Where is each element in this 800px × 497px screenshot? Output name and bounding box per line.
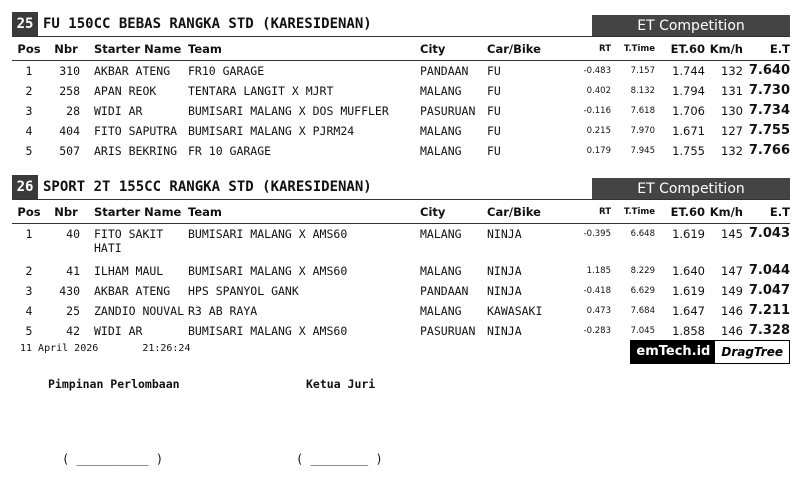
col-kmh: Km/h <box>705 201 743 224</box>
table-row: 4 25 ZANDIO NOUVAL R3 AB RAYA MALANG KAWASAKI 0.473 7.684 1.647 146 7.211 <box>25 303 790 318</box>
table-row: 2 258 APAN REOK TENTARA LANGIT X MJRT MALANG FU 0.402 8.132 1.794 131 7.730 <box>25 83 790 98</box>
results-section-25 <box>12 12 790 158</box>
results-table <box>12 201 790 341</box>
col-nbr: Nbr <box>46 38 86 61</box>
col-car-bike: Car/Bike <box>487 201 557 224</box>
table-row: 5 507 ARIS BEKRING FR 10 GARAGE MALANG FU 0.179 7.945 1.755 132 7.766 <box>25 143 790 158</box>
table-header <box>12 38 790 61</box>
col-starter-name: Starter Name <box>86 38 188 61</box>
col-kmh: Km/h <box>705 38 743 61</box>
brand-primary: emTech.id <box>631 341 715 363</box>
col-et: E.T <box>743 201 790 224</box>
col-city: City <box>420 38 487 61</box>
signature-line-right: ( ________ ) <box>296 452 383 466</box>
results-table <box>12 38 790 161</box>
col-ttime: T.Time <box>611 38 655 61</box>
col-team: Team <box>188 38 420 61</box>
col-et: E.T <box>743 38 790 61</box>
col-city: City <box>420 201 487 224</box>
col-rt: RT <box>557 38 611 61</box>
signature-label-left: Pimpinan Perlombaan <box>48 377 180 391</box>
et-competition-label: ET Competition <box>592 178 790 200</box>
table-row: 3 430 AKBAR ATENG HPS SPANYOL GANK PANDAAN NINJA -0.418 6.629 1.619 149 7.047 <box>25 283 790 298</box>
col-nbr: Nbr <box>46 201 86 224</box>
table-row: 4 404 FITO SAPUTRA BUMISARI MALANG X PJRM24 MALANG FU 0.215 7.970 1.671 127 7.755 <box>25 123 790 138</box>
col-pos: Pos <box>12 38 46 61</box>
signature-line-left: ( __________ ) <box>62 452 164 466</box>
table-row: 1 310 AKBAR ATENG FR10 GARAGE PANDAAN FU -0.483 7.157 1.744 132 7.640 <box>25 63 790 78</box>
section-number: 26 <box>12 175 38 199</box>
print-time: 21:26:24 <box>142 343 191 354</box>
col-car-bike: Car/Bike <box>487 38 557 61</box>
table-header <box>12 201 790 224</box>
table-row: 5 42 WIDI AR BUMISARI MALANG X AMS60 PASURUAN NINJA -0.283 7.045 1.858 146 7.328 <box>25 323 790 338</box>
et-competition-label: ET Competition <box>592 15 790 37</box>
col-et60: ET.60 <box>655 38 705 61</box>
table-row: 2 41 ILHAM MAUL BUMISARI MALANG X AMS60 MALANG NINJA 1.185 8.229 1.640 147 7.044 <box>25 263 790 278</box>
table-row: 3 28 WIDI AR BUMISARI MALANG X DOS MUFFLER PASURUAN FU -0.116 7.618 1.706 130 7.734 <box>25 103 790 118</box>
section-number: 25 <box>12 12 38 36</box>
col-team: Team <box>188 201 420 224</box>
results-section-26 <box>12 175 790 338</box>
brand-secondary: DragTree <box>715 341 789 363</box>
col-et60: ET.60 <box>655 201 705 224</box>
col-rt: RT <box>557 201 611 224</box>
section-title: SPORT 2T 155CC RANGKA STD (KARESIDENAN) <box>43 179 372 195</box>
brand-logo <box>630 340 790 364</box>
signature-label-right: Ketua Juri <box>306 377 376 391</box>
table-row: 1 40 FITO SAKIT HATI BUMISARI MALANG X AMS60 MALANG NINJA -0.395 6.648 1.619 145 7.043 <box>25 226 790 255</box>
col-ttime: T.Time <box>611 201 655 224</box>
print-timestamp <box>20 343 228 354</box>
col-pos: Pos <box>12 201 46 224</box>
col-starter-name: Starter Name <box>86 201 188 224</box>
print-date: 11 April 2026 <box>20 343 99 354</box>
section-title: FU 150CC BEBAS RANGKA STD (KARESIDENAN) <box>43 16 372 32</box>
